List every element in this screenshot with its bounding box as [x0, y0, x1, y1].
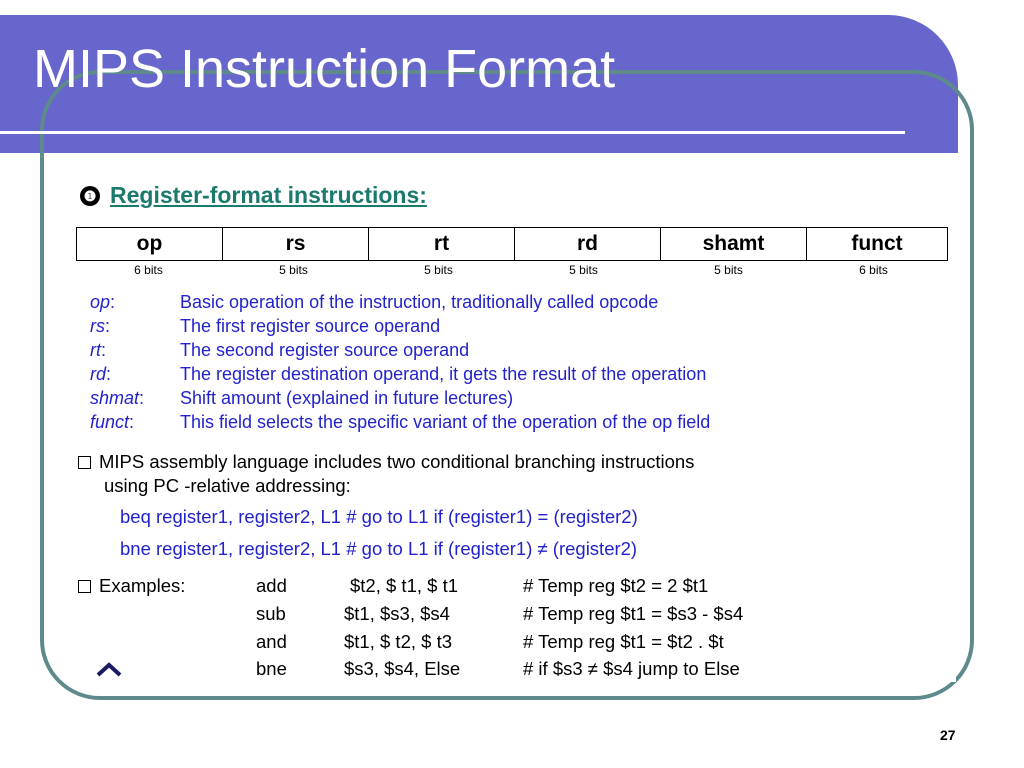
bits-rt: 5 bits	[424, 263, 453, 277]
examples-label-group	[78, 575, 185, 597]
example-op: sub	[256, 603, 286, 624]
example-args: $t2, $ t1, $ t1	[350, 575, 458, 596]
branching-line-1: MIPS assembly language includes two conditional branching instructions	[99, 451, 695, 472]
instruction-format-table	[76, 227, 948, 261]
branching-paragraph	[78, 450, 694, 498]
bits-shamt: 5 bits	[714, 263, 743, 277]
example-args: $s3, $s4, Else	[344, 658, 461, 679]
definition-text: Basic operation of the instruction, traditionally called opcode	[180, 292, 659, 312]
example-comment: # Temp reg $t2 = 2 $t1	[523, 575, 709, 596]
bits-op: 6 bits	[134, 263, 163, 277]
beq-code-line: beq register1, register2, L1 # go to L1 if (register1) = (register2)	[120, 506, 638, 527]
definition-text: Shift amount (explained in future lectures)	[180, 388, 514, 408]
definition-row: rt: The second register source operand	[90, 340, 470, 360]
definition-term: op	[90, 292, 111, 312]
section-heading-text: Register-format instructions:	[110, 182, 427, 208]
definition-row: rd: The register destination operand, it gets the result of the operation	[90, 364, 707, 384]
example-comment: # Temp reg $t1 = $t2 . $t	[523, 631, 724, 652]
field-funct: funct	[807, 228, 948, 261]
slide-title: MIPS Instruction Format	[33, 39, 616, 99]
branching-line-2: using PC -relative addressing:	[104, 475, 351, 496]
definition-text: This field selects the specific variant of the operation of the op field	[180, 412, 711, 432]
field-shamt: shamt	[661, 228, 807, 261]
bne-code-line: bne register1, register2, L1 # go to L1 if (register1) ≠ (register2)	[120, 538, 638, 559]
example-comment: # if $s3 ≠ $s4 jump to Else	[523, 658, 740, 679]
definition-row: op: Basic operation of the instruction, traditionally called opcode	[90, 292, 659, 312]
example-op: add	[256, 575, 287, 596]
definition-text: The first register source operand	[180, 316, 441, 336]
example-args: $t1, $s3, $s4	[344, 603, 450, 624]
example-args: $t1, $ t2, $ t3	[344, 631, 452, 652]
example-op: and	[256, 631, 287, 652]
field-rd: rd	[515, 228, 661, 261]
field-rt: rt	[369, 228, 515, 261]
field-definitions	[90, 290, 710, 434]
definition-row: funct: This field selects the specific variant of the operation of the op field	[90, 412, 711, 432]
example-comment: # Temp reg $t1 = $s3 - $s4	[523, 603, 744, 624]
section-heading	[80, 182, 427, 209]
checkbox-bullet-icon	[78, 580, 91, 593]
definition-term: shmat	[90, 388, 140, 408]
definition-term: rd	[90, 364, 107, 384]
page-number: 27	[940, 727, 956, 743]
examples-label: Examples:	[99, 575, 186, 596]
definition-row: rs: The first register source operand	[90, 316, 441, 336]
bits-funct: 6 bits	[859, 263, 888, 277]
numbered-bullet-icon: ❶	[80, 186, 100, 206]
bits-rd: 5 bits	[569, 263, 598, 277]
title-underline	[0, 131, 905, 134]
definition-term: rs	[90, 316, 105, 336]
definition-text: The second register source operand	[180, 340, 470, 360]
up-chevron-icon[interactable]	[94, 660, 124, 678]
field-op: op	[77, 228, 223, 261]
definition-row: shmat: Shift amount (explained in future lectures)	[90, 388, 514, 408]
field-rs: rs	[223, 228, 369, 261]
example-op: bne	[256, 658, 287, 679]
bits-rs: 5 bits	[279, 263, 308, 277]
definition-term: funct	[90, 412, 130, 432]
checkbox-bullet-icon	[78, 456, 91, 469]
definition-term: rt	[90, 340, 101, 360]
definition-text: The register destination operand, it gets the result of the operation	[180, 364, 707, 384]
